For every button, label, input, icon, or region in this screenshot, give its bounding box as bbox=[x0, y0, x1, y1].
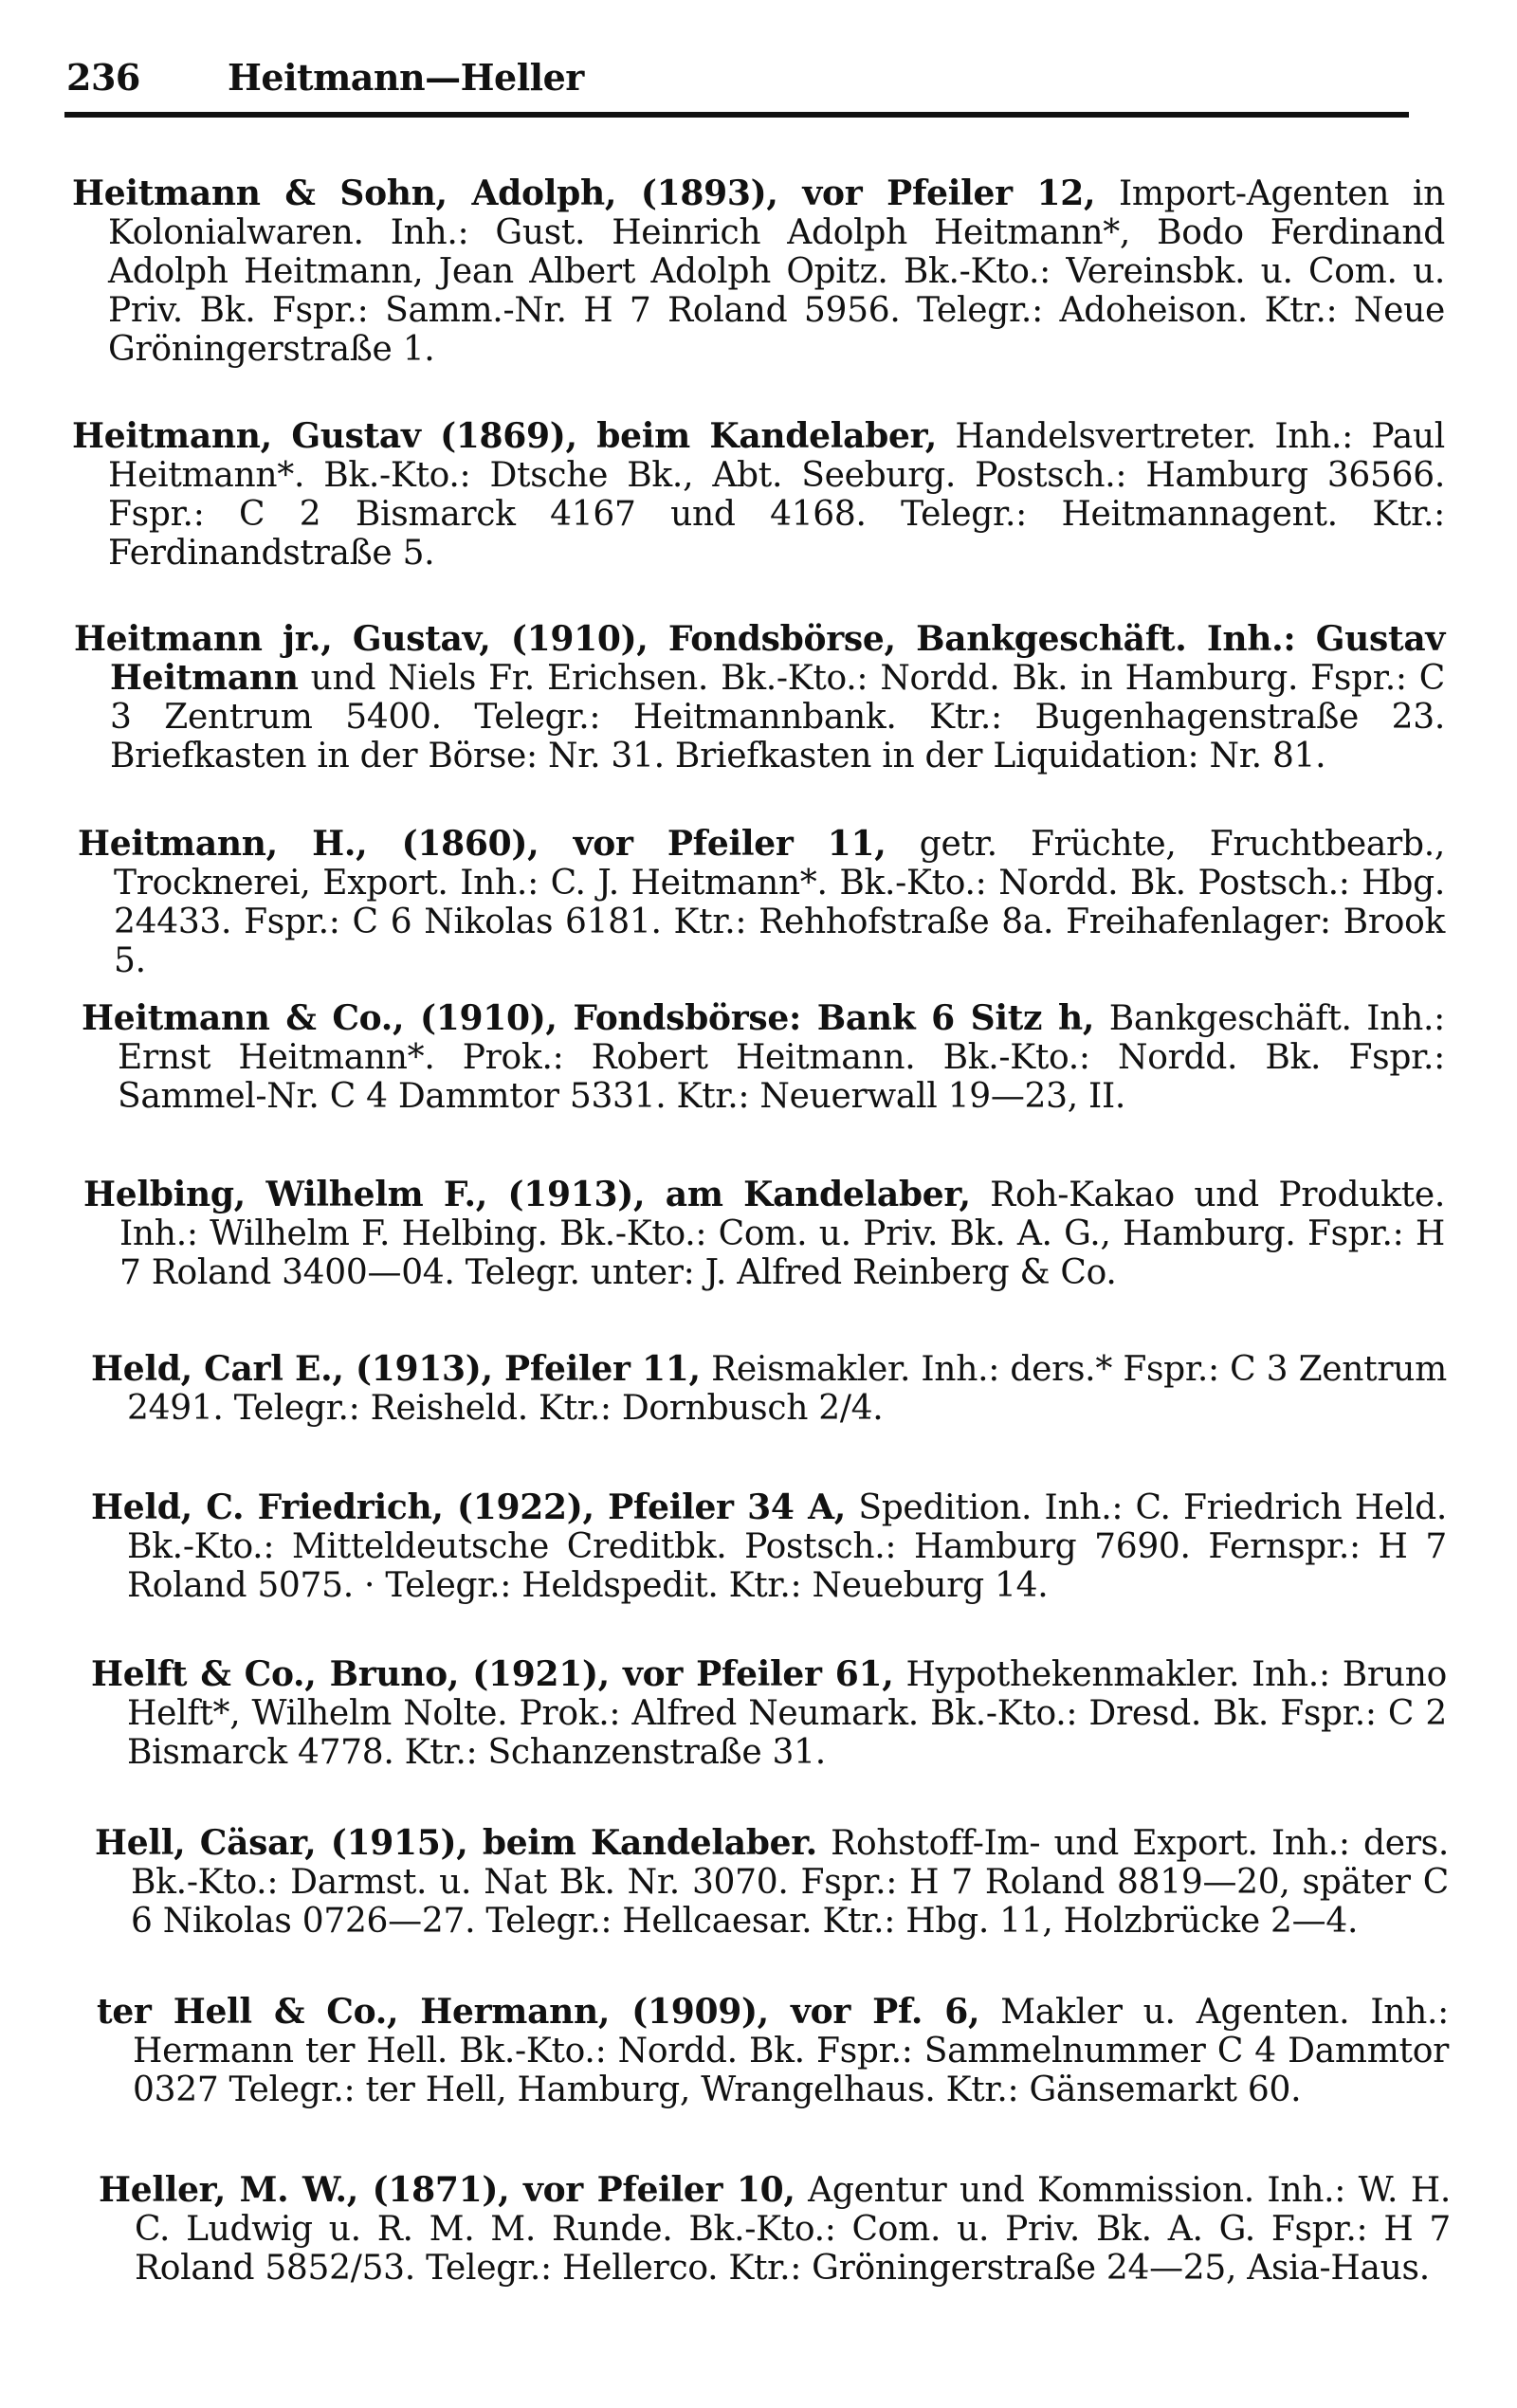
entry-name: Helbing, Wilhelm F., (1913), am Kandelaber, bbox=[83, 1175, 971, 1214]
entry-text: und Niels Fr. Erichsen. Bk.-Kto.: Nordd. Bk. in Hamburg. Fspr.: C 3 Zentrum 5400. Telegr.: Heitmannbank. Ktr.: Bugenhagenstraße 23. Briefkasten in der Börse: Nr. 31. Briefkasten in der Liquidation: Nr. 81. bbox=[110, 659, 1445, 775]
directory-entry bbox=[97, 1993, 1449, 2109]
entry-text: Hypothekenmakler. Inh.: Bruno Helft*, Wilhelm Nolte. Prok.: Alfred Neumark. Bk.-Kto.: Dresd. Bk. Fspr.: C 2 Bismarck 4778. Ktr.: Schanzenstraße 31. bbox=[127, 1655, 1447, 1772]
directory-entry bbox=[74, 620, 1445, 775]
directory-entry bbox=[72, 417, 1445, 573]
entry-text: Import-Agenten in Kolonialwaren. Inh.: Gust. Heinrich Adolph Heitmann*, Bodo Ferdinand Adolph Heitmann, Jean Albert Adolph Opitz. Bk.-Kto.: Vereinsbk. u. Com. u. Priv. Bk. Fspr.: Samm.-Nr. H 7 Roland 5956. Telegr.: Adoheison. Ktr.: Neue Gröningerstraße 1. bbox=[108, 174, 1445, 369]
entry-name: Helft & Co., Bruno, (1921), vor Pfeiler 61, bbox=[91, 1654, 894, 1694]
entry-text: Agentur und Kommission. Inh.: W. H. C. Ludwig u. R. M. M. Runde. Bk.-Kto.: Com. u. Priv. Bk. A. G. Fspr.: H 7 Roland 5852/53. Telegr.: Hellerco. Ktr.: Gröningerstraße 24—25, Asia-Haus. bbox=[135, 2171, 1451, 2288]
directory-entry bbox=[91, 1655, 1447, 1772]
directory-entry bbox=[95, 1824, 1449, 1941]
entry-name: Hell, Cäsar, (1915), beim Kandelaber. bbox=[95, 1823, 817, 1863]
entry-name: Heitmann jr., Gustav, (1910), Fondsbörse, Bankgeschäft. Inh.: Gustav Heitmann bbox=[74, 619, 1445, 698]
entry-text: Makler u. Agenten. Inh.: Hermann ter Hell. Bk.-Kto.: Nordd. Bk. Fspr.: Sammelnummer C 4 Dammtor 0327 Telegr.: ter Hell, Hamburg, Wrangelhaus. Ktr.: Gänsemarkt 60. bbox=[133, 1993, 1449, 2109]
directory-entry bbox=[91, 1350, 1447, 1428]
entry-name: ter Hell & Co., Hermann, (1909), vor Pf. 6, bbox=[97, 1992, 980, 2032]
directory-entry bbox=[82, 999, 1445, 1116]
entry-text: Reismakler. Inh.: ders.* Fspr.: C 3 Zentrum 2491. Telegr.: Reisheld. Ktr.: Dornbusch 2/4. bbox=[127, 1350, 1447, 1428]
entry-name: Heitmann & Sohn, Adolph, (1893), vor Pfeiler 12, bbox=[72, 173, 1096, 213]
directory-entry bbox=[83, 1176, 1445, 1292]
entry-name: Held, C. Friedrich, (1922), Pfeiler 34 A, bbox=[91, 1487, 846, 1527]
entry-text: Spedition. Inh.: C. Friedrich Held. Bk.-Kto.: Mitteldeutsche Creditbk. Postsch.: Hamburg 7690. Fernspr.: H 7 Roland 5075. · Telegr.: Heldspedit. Ktr.: Neueburg 14. bbox=[127, 1488, 1447, 1605]
entry-name: Heitmann & Co., (1910), Fondsbörse: Bank 6 Sitz h, bbox=[82, 998, 1095, 1038]
running-title: Heitmann—Heller bbox=[228, 56, 584, 99]
entry-text: getr. Früchte, Fruchtbearb., Trocknerei, Export. Inh.: C. J. Heitmann*. Bk.-Kto.: Nordd. Bk. Postsch.: Hbg. 24433. Fspr.: C 6 Nikolas 6181. Ktr.: Rehhofstraße 8a. Freihafenlager: Brook 5. bbox=[114, 825, 1445, 980]
entry-name: Heitmann, Gustav (1869), beim Kandelaber, bbox=[72, 416, 937, 456]
page-number: 236 bbox=[66, 56, 140, 99]
entry-text: Handelsvertreter. Inh.: Paul Heitmann*. Bk.-Kto.: Dtsche Bk., Abt. Seeburg. Postsch.: Hamburg 36566. Fspr.: C 2 Bismarck 4167 und 4168. Telegr.: Heitmannagent. Ktr.: Ferdinandstraße 5. bbox=[108, 417, 1445, 573]
entry-name: Heller, M. W., (1871), vor Pfeiler 10, bbox=[99, 2170, 795, 2210]
directory-entry bbox=[99, 2171, 1451, 2288]
header-rule bbox=[64, 112, 1409, 118]
entry-text: Bankgeschäft. Inh.: Ernst Heitmann*. Prok.: Robert Heitmann. Bk.-Kto.: Nordd. Bk. Fspr.: Sammel-Nr. C 4 Dammtor 5331. Ktr.: Neuerwall 19—23, II. bbox=[118, 999, 1445, 1116]
page-header bbox=[66, 55, 1413, 100]
entry-name: Heitmann, H., (1860), vor Pfeiler 11, bbox=[78, 824, 886, 864]
entry-name: Held, Carl E., (1913), Pfeiler 11, bbox=[91, 1349, 701, 1389]
entry-text: Roh-Kakao und Produkte. Inh.: Wilhelm F. Helbing. Bk.-Kto.: Com. u. Priv. Bk. A. G., Hamburg. Fspr.: H 7 Roland 3400—04. Telegr. unter: J. Alfred Reinberg & Co. bbox=[119, 1176, 1445, 1292]
directory-entry bbox=[78, 825, 1445, 980]
directory-entry bbox=[91, 1488, 1447, 1605]
entry-text: Rohstoff-Im- und Export. Inh.: ders. Bk.-Kto.: Darmst. u. Nat Bk. Nr. 3070. Fspr.: H 7 Roland 8819—20, später C 6 Nikolas 0726—27. Telegr.: Hellcaesar. Ktr.: Hbg. 11, Holzbrücke 2—4. bbox=[131, 1824, 1449, 1941]
directory-entry bbox=[72, 174, 1445, 369]
